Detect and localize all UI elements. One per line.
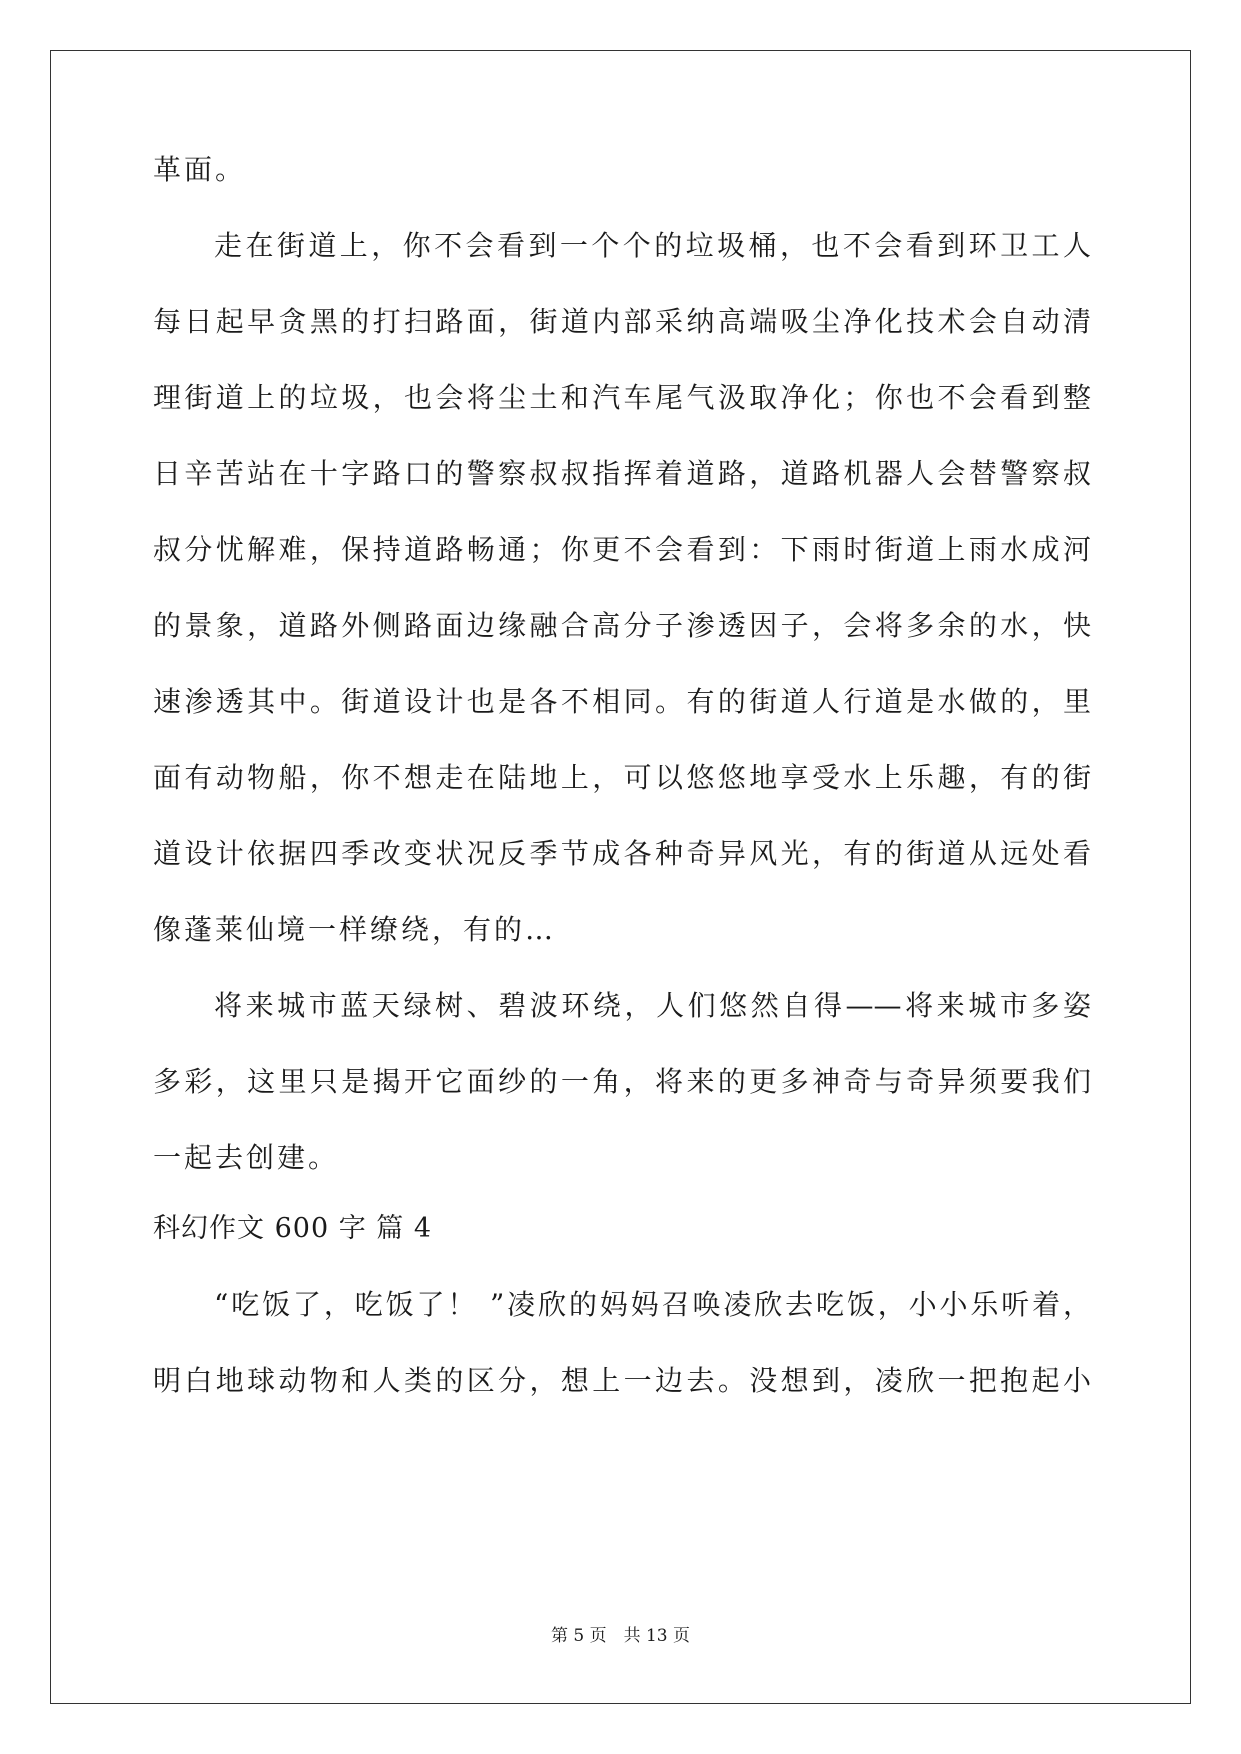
text-line-4: 理街道上的垃圾，也会将尘土和汽车尾气汲取净化；你也不会看到整 [153,381,1091,414]
text-line-16: “吃饭了，吃饭了！ ”凌欣的妈妈召唤凌欣去吃饭，小小乐听着， [214,1288,1091,1321]
text-line-6: 叔分忧解难，保持道路畅通；你更不会看到：下雨时街道上雨水成河 [153,533,1091,566]
text-line-11: 像蓬莱仙境一样缭绕，有的… [153,913,557,946]
text-line-12: 将来城市蓝天绿树、碧波环绕，人们悠然自得——将来城市多姿 [214,989,1091,1022]
text-line-5: 日辛苦站在十字路口的警察叔叔指挥着道路，道路机器人会替警察叔 [153,457,1091,490]
text-line-3: 每日起早贪黑的打扫路面，街道内部采纳高端吸尘净化技术会自动清 [153,305,1091,338]
text-line-7: 的景象，道路外侧路面边缘融合高分子渗透因子，会将多余的水，快 [153,609,1091,642]
text-line-14: 一起去创建。 [153,1141,340,1174]
text-line-17: 明白地球动物和人类的区分，想上一边去。没想到，凌欣一把抱起小 [153,1364,1091,1397]
text-line-10: 道设计依据四季改变状况反季节成各种奇异风光，有的街道从远处看 [153,837,1091,870]
text-line-8: 速渗透其中。街道设计也是各不相同。有的街道人行道是水做的，里 [153,685,1091,718]
text-line-13: 多彩，这里只是揭开它面纱的一角，将来的更多神奇与奇异须要我们 [153,1065,1091,1098]
page-border [50,50,1191,1704]
text-line-2: 走在街道上，你不会看到一个个的垃圾桶，也不会看到环卫工人 [214,229,1091,262]
text-line-1: 革面。 [153,153,247,186]
page-number-footer: 第 5 页 共 13 页 [550,1626,691,1646]
section-heading: 科幻作文 600 字 篇 4 [153,1213,433,1244]
text-line-9: 面有动物船，你不想走在陆地上，可以悠悠地享受水上乐趣，有的街 [153,761,1091,794]
